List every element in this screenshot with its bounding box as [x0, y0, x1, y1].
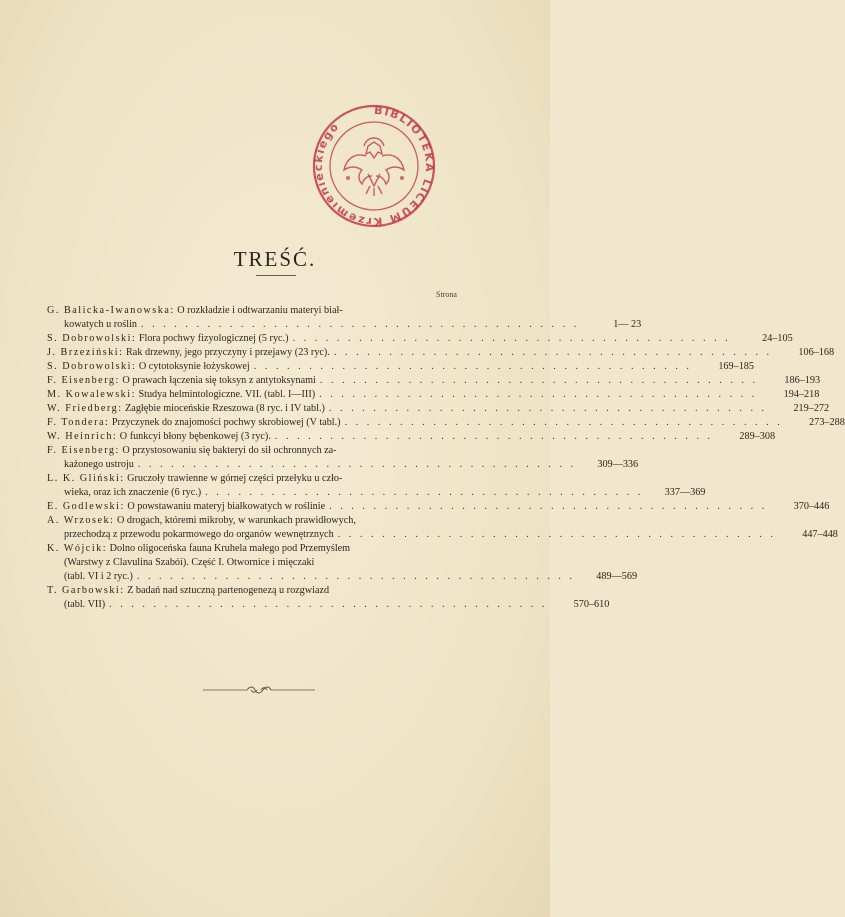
toc-title: kowatych u roślin [64, 319, 137, 330]
toc-title: Dolno oligoceńska fauna Kruhela małego pod Przemyślem [109, 543, 351, 554]
toc-line [47, 458, 639, 472]
toc-entry [47, 304, 642, 332]
toc-line [47, 318, 642, 332]
toc-title: O drogach, któremi mikroby, w warunkach prawidłowych, [116, 515, 356, 526]
toc-leader: . . . . . . . . . . . . . . . . . . . . . . . . . . . . . . . . . . . . . . . . [136, 571, 576, 582]
toc-author: F. Eisenberg: [47, 445, 120, 456]
toc-title: Z badań nad sztuczną partenogenezą u rozgwiazd [127, 585, 330, 596]
toc-author: M. Kowalewski: [47, 389, 136, 400]
toc-author: F. Tondera: [47, 417, 110, 428]
svg-text:BIBLIOTEKA LICEUM Krzemienieck: BIBLIOTEKA LICEUM Krzemienieckiego [311, 103, 437, 229]
toc-entry [47, 374, 821, 388]
toc-entry [47, 388, 820, 402]
toc-leader: . . . . . . . . . . . . . . . . . . . . . . . . . . . . . . . . . . . . . . . . [109, 599, 548, 610]
toc-author: T. Garbowski: [47, 585, 125, 596]
toc-leader: . . . . . . . . . . . . . . . . . . . . . . . . . . . . . . . . . . . . . . . . [274, 431, 714, 442]
toc-leader: . . . . . . . . . . . . . . . . . . . . . . . . . . . . . . . . . . . . . . . . [253, 361, 692, 372]
toc-line [47, 388, 820, 402]
toc-line [47, 402, 830, 416]
toc-line [47, 304, 479, 318]
toc-line [47, 500, 830, 514]
toc-title: Gruczoły trawienne w górnej części przełyku u czło- [127, 473, 343, 484]
toc-entry [47, 430, 776, 444]
toc-line [47, 374, 821, 388]
toc-author: A. Wrzosek: [47, 515, 115, 526]
toc-pages: 273–288 [809, 417, 845, 428]
toc-title: wieka, oraz ich znaczenie (6 ryc.) [64, 487, 202, 498]
toc-leader: . . . . . . . . . . . . . . . . . . . . . . . . . . . . . . . . . . . . . . . . [328, 403, 768, 414]
toc-pages: 219–272 [793, 403, 830, 414]
toc-pages: 169–185 [718, 361, 754, 372]
stamp-seal-icon [308, 100, 440, 246]
toc-author: W. Heinrich: [47, 431, 118, 442]
toc-leader: . . . . . . . . . . . . . . . . . . . . . . . . . . . . . . . . . . . . . . . . [141, 319, 580, 330]
toc-leader: . . . . . . . . . . . . . . . . . . . . . . . . . . . . . . . . . . . . . . . . [319, 375, 759, 386]
toc-pages: 370–446 [793, 501, 830, 512]
toc-line [47, 584, 479, 598]
toc-leader: . . . . . . . . . . . . . . . . . . . . . . . . . . . . . . . . . . . . . . . . [329, 501, 768, 512]
toc-author: S. Dobrowolski: [47, 333, 137, 344]
toc-author: J. Brzeziński: [47, 347, 124, 358]
page-title: TREŚĆ. [233, 247, 317, 271]
toc-pages: 309—336 [597, 459, 639, 470]
toc-line [47, 486, 706, 500]
toc-entry [47, 542, 638, 584]
toc-pages: 186–193 [784, 375, 821, 386]
toc-line [47, 598, 610, 612]
toc-title: O cytotoksynie łożyskowej [138, 361, 250, 372]
toc-entry [47, 346, 835, 360]
toc-entry [47, 584, 610, 612]
toc-leader: . . . . . . . . . . . . . . . . . . . . . . . . . . . . . . . . . . . . . . . . [344, 417, 783, 428]
toc-line [47, 332, 793, 346]
toc-author: K. Wójcik: [47, 543, 108, 554]
toc-title: O funkcyi błony bębenkowej (3 ryc). [119, 431, 271, 442]
ornament-divider-icon [203, 685, 315, 695]
toc-leader: . . . . . . . . . . . . . . . . . . . . . . . . . . . . . . . . . . . . . . . . [137, 459, 577, 470]
toc-title: przechodzą z przewodu pokarmowego do organów wewnętrznych [64, 529, 334, 540]
toc-title: O rozkładzie i odtwarzaniu materyi biał- [177, 305, 343, 316]
toc-line [47, 416, 845, 430]
toc-leader: . . . . . . . . . . . . . . . . . . . . . . . . . . . . . . . . . . . . . . . . [333, 347, 773, 358]
toc-title: Studya helmintologiczne. VII. (tabl. I—III) [138, 389, 316, 400]
toc-title: Przyczynek do znajomości pochwy skrobiowej (V tabl.) [111, 417, 341, 428]
toc-pages: 447–448 [802, 529, 838, 540]
toc-line [47, 472, 479, 486]
toc-line [47, 346, 835, 360]
toc-entry [47, 332, 793, 346]
toc-entry [47, 360, 754, 374]
toc-author: W. Friedberg: [47, 403, 123, 414]
toc-author: E. Godlewski: [47, 501, 125, 512]
toc-pages: 24–105 [762, 333, 793, 344]
toc-author: S. Dobrowolski: [47, 361, 137, 372]
toc-title: każonego ustroju [64, 459, 134, 470]
page-column-label: Strona [436, 290, 457, 299]
toc-title: (tabl. VII) [64, 599, 106, 610]
toc-pages: 194–218 [783, 389, 820, 400]
toc-pages: 337—369 [664, 487, 706, 498]
toc-title: Zagłębie mioceńskie Rzeszowa (8 ryc. i IV tabl.) [125, 403, 325, 414]
toc-author: G. Balicka-Iwanowska: [47, 305, 175, 316]
toc-line [47, 570, 638, 584]
toc-author: L. K. Gliński: [47, 473, 125, 484]
toc-entry [47, 472, 706, 500]
toc-leader: . . . . . . . . . . . . . . . . . . . . . . . . . . . . . . . . . . . . . . . . [205, 487, 644, 498]
toc-title: (Warstwy z Clavulina Szabói). Część I. Otwornice i mięczaki [64, 557, 315, 568]
toc-author: F. Eisenberg: [47, 375, 120, 386]
toc-pages: 106–168 [798, 347, 835, 358]
toc-pages: 1— 23 [613, 319, 642, 330]
toc-line [47, 528, 838, 542]
toc-pages: 489—569 [596, 571, 638, 582]
toc-line [47, 542, 479, 556]
title-underline [256, 275, 296, 276]
table-of-contents [47, 304, 845, 612]
toc-title: O przystosowaniu się bakteryi do sił ochronnych za- [122, 445, 337, 456]
toc-entry [47, 416, 845, 430]
toc-title: Flora pochwy fizyologicznej (5 ryc.) [138, 333, 289, 344]
toc-pages: 570–610 [573, 599, 610, 610]
toc-title: Rak drzewny, jego przyczyny i przejawy (23 ryc). [126, 347, 330, 358]
toc-leader: . . . . . . . . . . . . . . . . . . . . . . . . . . . . . . . . . . . . . . . . [292, 333, 731, 344]
toc-entry [47, 402, 830, 416]
toc-entry [47, 514, 838, 542]
toc-pages: 289–308 [739, 431, 776, 442]
toc-title: O prawach łączenia się toksyn z antytoksynami [122, 375, 316, 386]
toc-leader: . . . . . . . . . . . . . . . . . . . . . . . . . . . . . . . . . . . . . . . . [319, 389, 758, 400]
toc-line [47, 514, 479, 528]
toc-line [47, 360, 754, 374]
toc-title: (tabl. VI i 2 ryc.) [64, 571, 133, 582]
library-stamp [308, 100, 440, 246]
toc-entry [47, 444, 639, 472]
toc-line [47, 556, 479, 570]
toc-leader: . . . . . . . . . . . . . . . . . . . . . . . . . . . . . . . . . . . . . . . . [337, 529, 776, 540]
toc-line [47, 444, 479, 458]
toc-entry [47, 500, 830, 514]
toc-line [47, 430, 776, 444]
toc-title: O powstawaniu materyj białkowatych w roślinie [127, 501, 326, 512]
